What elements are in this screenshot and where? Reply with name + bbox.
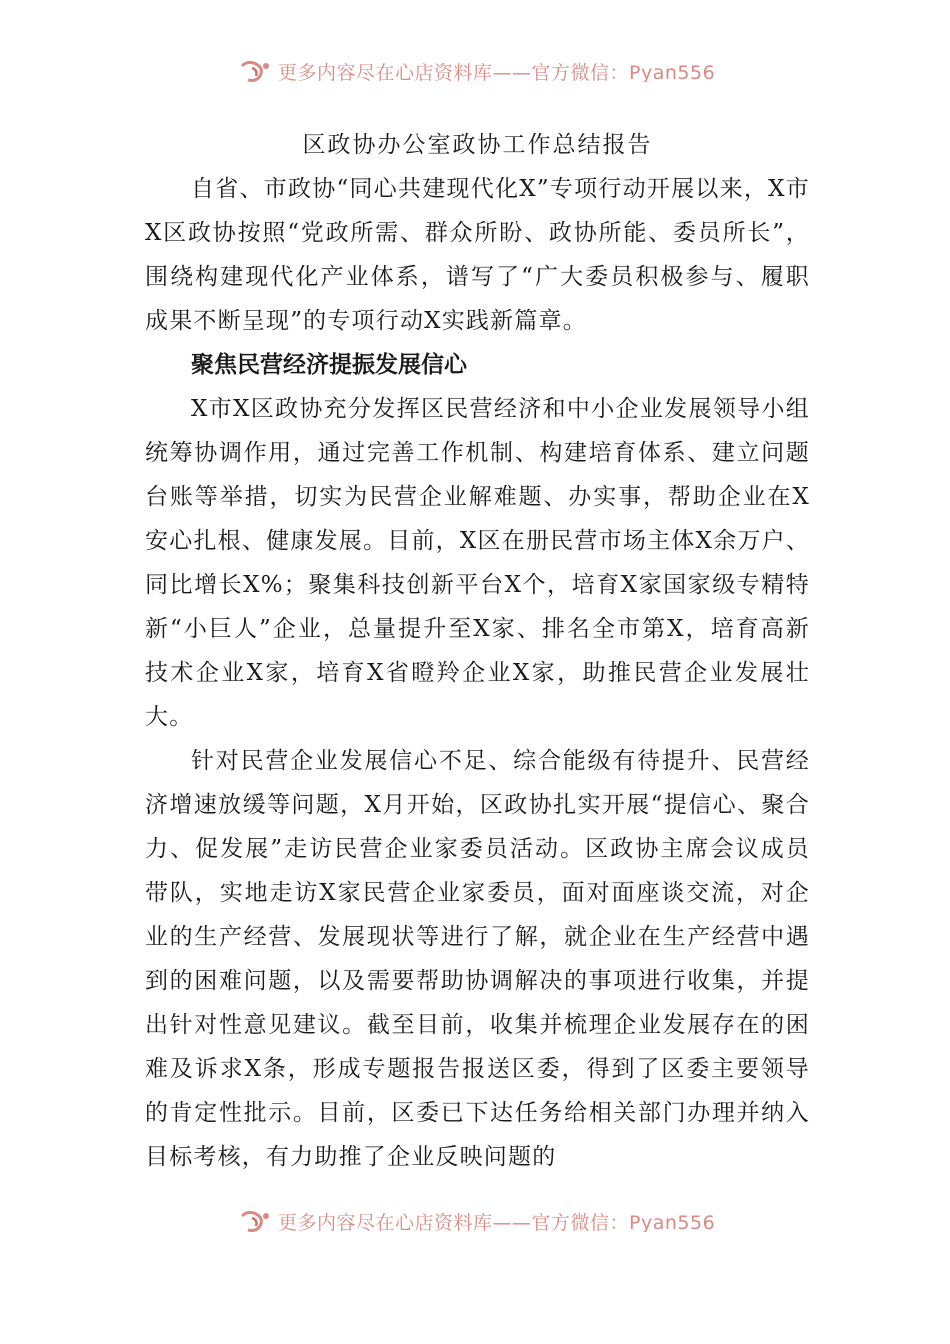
watermark-logo-icon xyxy=(238,1208,274,1234)
section-heading: 聚焦民营经济提振发展信心 xyxy=(191,352,467,378)
footer-watermark xyxy=(238,1206,738,1236)
header-watermark-text: 更多内容尽在心店资料库——官方微信：Pyan556 xyxy=(278,62,716,82)
footer-watermark-text: 更多内容尽在心店资料库——官方微信：Pyan556 xyxy=(278,1212,716,1232)
body-paragraph-2: 针对民营企业发展信心不足、综合能级有待提升、民营经济增速放缓等问题，X月开始，区政协扎实开展“提信心、聚合力、促发展”走访民营企业家委员活动。区政协主席会议成员带队，实地走访X家民营企业家委员，面对面座谈交流，对企业的生产经营、发展现状等进行了解，就企业在生产经营中遇到的困难问题，以及需要帮助协调解决的事项进行收集，并提出针对性意见建议。截至目前，收集并梳理企业发展存在的困难及诉求X条，形成专题报告报送区委，得到了区委主要领导的肯定性批示。目前，区委已下达任务给相关部门办理并纳入目标考核，有力助推了企业反映问题的 xyxy=(145,748,810,1170)
header-watermark xyxy=(238,56,738,86)
watermark-logo-icon xyxy=(238,58,274,84)
document-title: 区政协办公室政协工作总结报告 xyxy=(302,132,653,158)
intro-paragraph: 自省、市政协“同心共建现代化X”专项行动开展以来，X市X区政协按照“党政所需、群众所盼、政协所能、委员所长”，围绕构建现代化产业体系，谱写了“广大委员积极参与、履职成果不断呈现”的专项行动X实践新篇章。 xyxy=(145,176,810,334)
body-paragraph-1: X市X区政协充分发挥区民营经济和中小企业发展领导小组统筹协调作用，通过完善工作机制、构建培育体系、建立问题台账等举措，切实为民营企业解难题、办实事，帮助企业在X安心扎根、健康发展。目前，X区在册民营市场主体X余万户、同比增长X%；聚集科技创新平台X个，培育X家国家级专精特新“小巨人”企业，总量提升至X家、排名全市第X，培育高新技术企业X家，培育X省瞪羚企业X家，助推民营企业发展壮大。 xyxy=(145,396,810,730)
document-body xyxy=(145,123,810,1179)
